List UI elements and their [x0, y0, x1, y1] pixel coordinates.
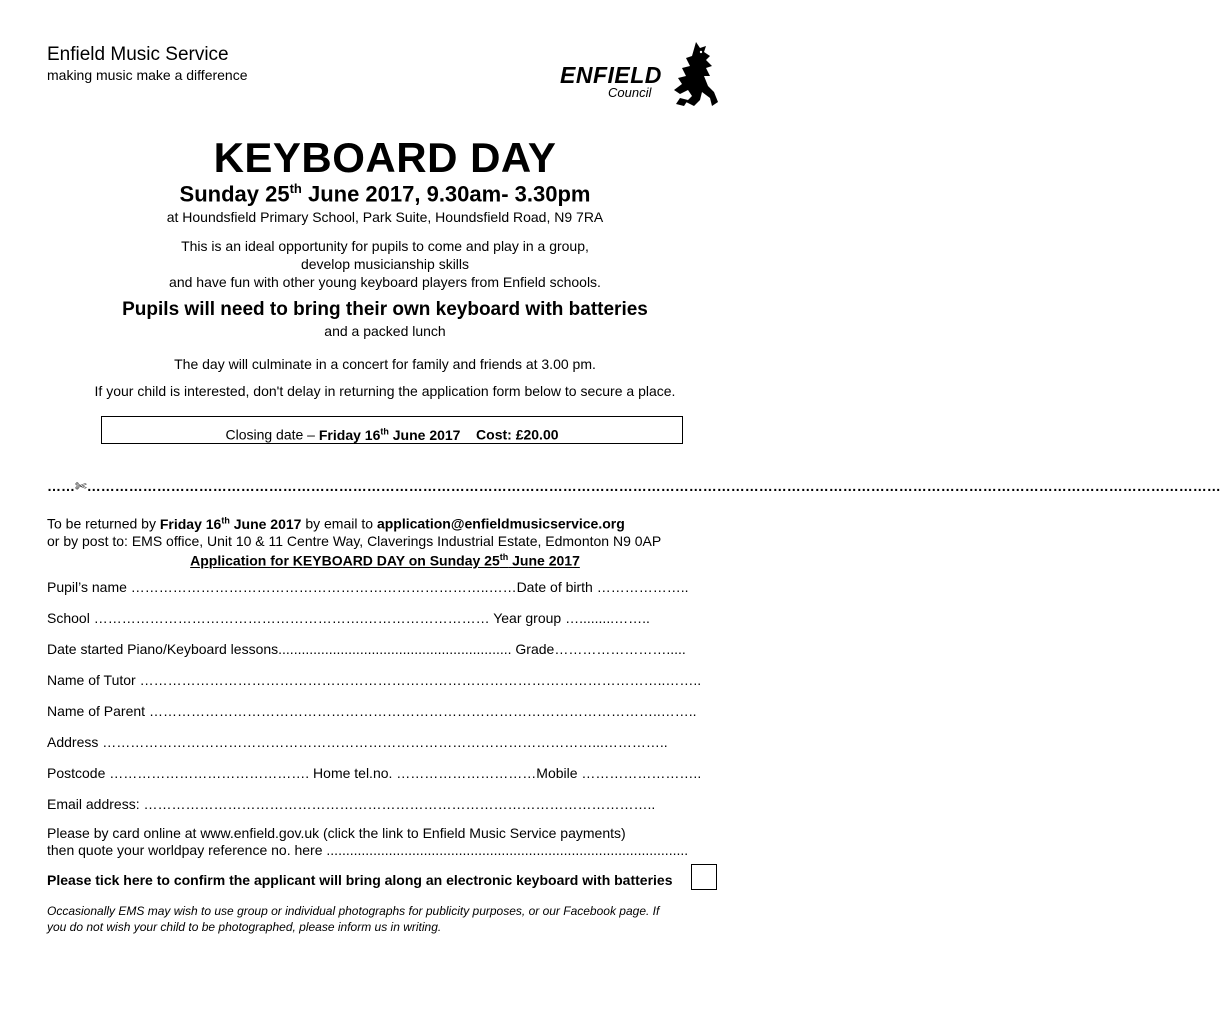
address-field[interactable]: Address ……………………………………………………………………………………………...………….. [47, 734, 668, 750]
keyboard-confirmation-label: Please tick here to confirm the applicant will bring along an electronic keyboard with batteries [47, 872, 673, 888]
parent-field[interactable]: Name of Parent ………………………………………………………………………………………………..…….. [47, 703, 697, 719]
concert-note: The day will culminate in a concert for family and friends at 3.00 pm. [174, 356, 596, 372]
email-address-field[interactable]: Email address: ……………………………………………………………………………………………….. [47, 796, 656, 812]
keyboard-confirmation-checkbox[interactable] [691, 864, 717, 890]
cost: Cost: £20.00 [476, 426, 559, 443]
return-instructions: To be returned by Friday 16th June 2017 by email to application@enfieldmusicservice.org or by post to: EMS office, Unit 10 & 11 Centre Way, Claverings Industrial Estate, Edmonton N9 0AP [47, 515, 662, 549]
photo-consent-note: Occasionally EMS may wish to use group or individual photographs for publicity purposes, or our Facebook page. If you do not wish your child to be photographed, please inform us in writing. [47, 904, 660, 934]
org-name: Enfield Music Service [47, 44, 229, 65]
return-email: application@enfieldmusicservice.org [376, 515, 625, 532]
logo-wordmark: ENFIELD [560, 62, 662, 88]
postcode-phone-field[interactable]: Postcode ……………………………………. Home tel.no. …………………………Mobile …………………….. [47, 765, 702, 781]
interest-note: If your child is interested, don't delay in returning the application form below to secure a place. [94, 383, 676, 399]
event-date: Sunday 25th June 2017, 9.30am- 3.30pm [179, 181, 591, 207]
closing-date-box: Closing date – Friday 16th June 2017 Cost: £20.00 [101, 416, 683, 444]
pupil-name-field[interactable]: Pupil’s name …………………………………………………………………..……Date of birth ……………….. [47, 579, 689, 595]
cut-line: ……✄……………………………………………………………………………………………………………………………………………………………………………………………………………………… [47, 478, 1221, 494]
payment-instructions: Please by card online at www.enfield.gov.uk (click the link to Enfield Music Service payments) then quote your worldpay reference no. here ............................................................................................. [47, 825, 689, 858]
school-field[interactable]: School ………………………………………………….……………………… Year group ….........…….. [47, 610, 650, 626]
page-title: KEYBOARD DAY [213, 134, 557, 181]
date-started-field[interactable]: Date started Piano/Keyboard lessons............................................................ Grade……………………..... [47, 641, 686, 657]
enfield-council-logo [558, 40, 720, 112]
bring-keyboard-notice: Pupils will need to bring their own keyboard with batteries [122, 299, 648, 320]
wolf-emblem-icon [666, 40, 720, 110]
org-tagline: making music make a difference [47, 67, 248, 83]
event-intro: This is an ideal opportunity for pupils to come and play in a group, develop musicianship skills and have fun with other young keyboard players from Enfield schools. [169, 238, 601, 290]
event-venue: at Houndsfield Primary School, Park Suite, Houndsfield Road, N9 7RA [166, 209, 604, 225]
tutor-field[interactable]: Name of Tutor …………………………………………………………………………………………………..…….. [47, 672, 702, 688]
packed-lunch-note: and a packed lunch [324, 323, 446, 339]
scissors-icon: ✄ [75, 478, 87, 494]
application-title: Application for KEYBOARD DAY on Sunday 25th June 2017 [190, 552, 580, 569]
logo-council-text: Council [608, 85, 652, 100]
